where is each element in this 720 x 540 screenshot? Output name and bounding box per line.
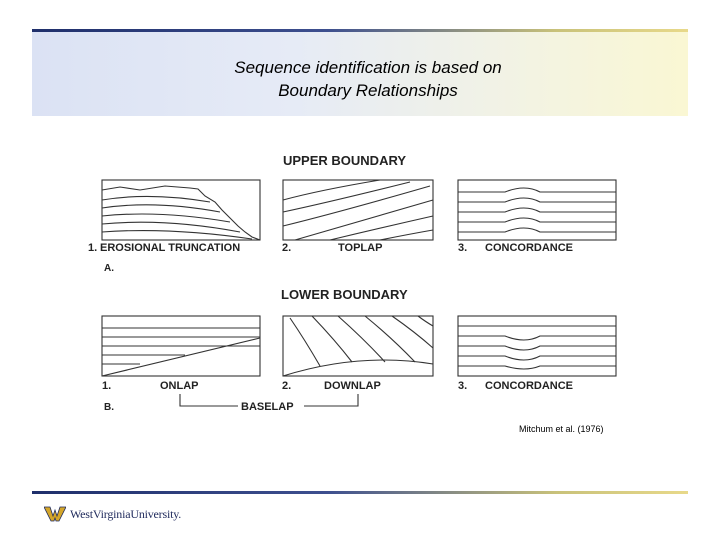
onlap-panel	[102, 316, 260, 376]
upper-caption-1-num: 1.	[88, 242, 98, 254]
upper-concordance-panel	[458, 180, 616, 240]
university-name: WestVirginiaUniversity.	[70, 506, 182, 521]
lower-caption-3-label: CONCORDANCE	[485, 380, 573, 392]
upper-caption-1-label: EROSIONAL TRUNCATION	[100, 242, 241, 254]
downlap-panel	[283, 316, 433, 376]
title-line-2: Boundary Relationships	[278, 81, 458, 100]
citation-text: Mitchum et al. (1976)	[519, 424, 604, 434]
part-a-label: A.	[104, 263, 114, 274]
baselap-label: BASELAP	[241, 401, 294, 413]
part-b-label: B.	[104, 402, 114, 413]
upper-caption-2-label: TOPLAP	[338, 242, 383, 254]
lower-caption-2-label: DOWNLAP	[324, 380, 381, 392]
university-logo	[44, 506, 181, 522]
lower-caption-3-num: 3.	[458, 380, 468, 392]
lower-concordance-panel	[458, 316, 616, 376]
upper-boundary-heading: UPPER BOUNDARY	[283, 153, 407, 168]
lower-caption-1-num: 1.	[102, 380, 112, 392]
erosional-truncation-panel	[102, 180, 260, 240]
upper-caption-3-num: 3.	[458, 242, 468, 254]
bottom-accent-rule	[32, 491, 688, 494]
title-line-1: Sequence identification is based on	[234, 58, 502, 77]
lower-caption-1-label: ONLAP	[160, 380, 199, 392]
title-banner	[32, 32, 688, 116]
flying-wv-icon	[44, 506, 66, 522]
upper-caption-2-num: 2.	[282, 242, 292, 254]
slide-title	[32, 56, 704, 102]
lower-caption-2-num: 2.	[282, 380, 292, 392]
lower-boundary-heading: LOWER BOUNDARY	[281, 287, 408, 302]
upper-caption-3-label: CONCORDANCE	[485, 242, 573, 254]
boundary-relationships-diagram	[80, 140, 640, 420]
toplap-panel	[283, 180, 433, 240]
